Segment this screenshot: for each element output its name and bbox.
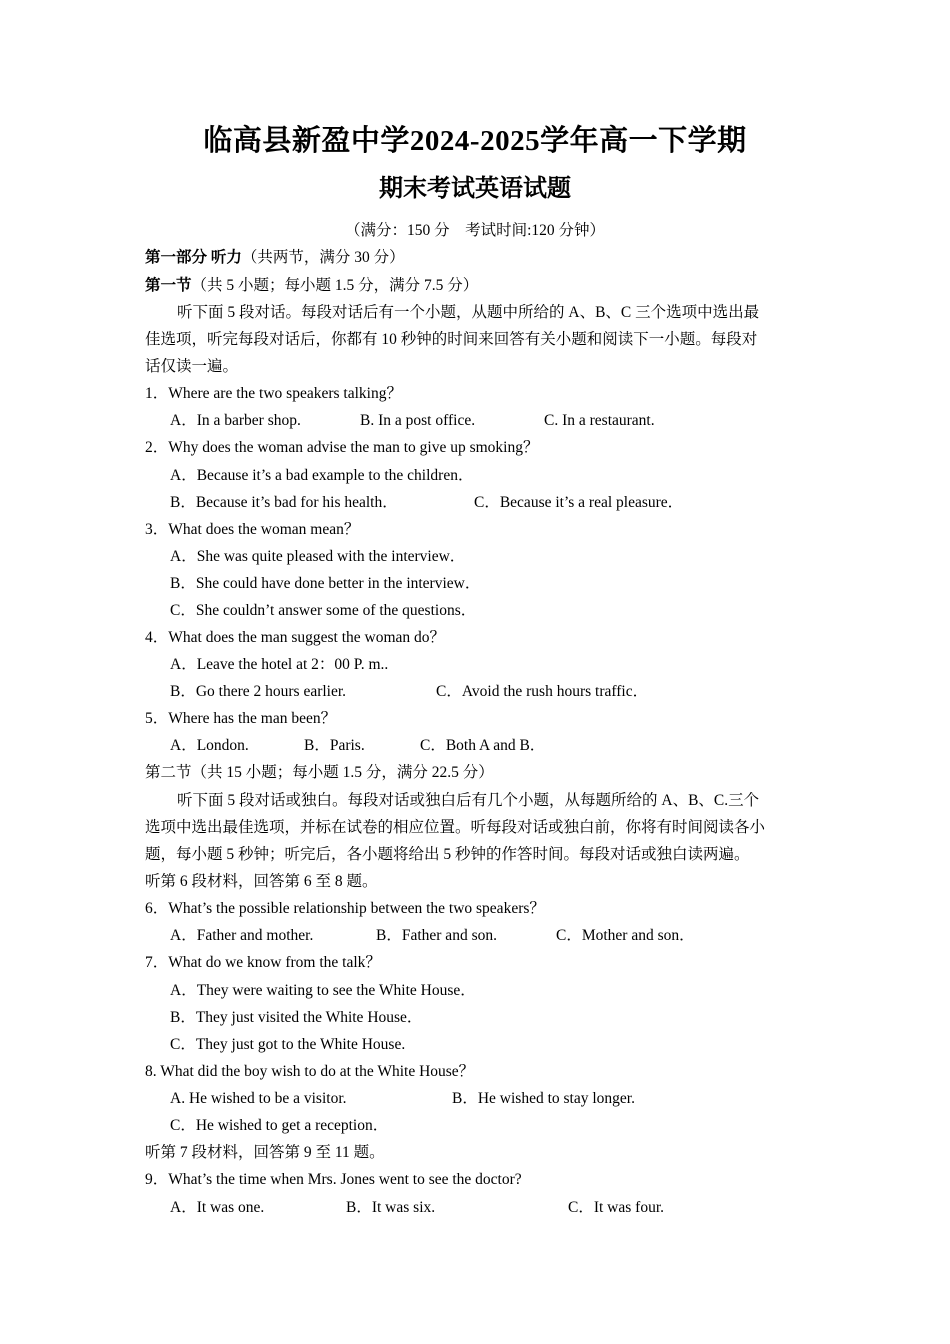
- material-6-heading: 听第 6 段材料，回答第 6 至 8 题。: [145, 873, 378, 890]
- q5-option-a: A．London.: [170, 737, 249, 754]
- question-7: 7．What do we know from the talk？: [145, 954, 381, 971]
- q7-option-b: B．They just visited the White House．: [170, 1009, 423, 1026]
- section2-instruction-line: 选项中选出最佳选项，并标在试卷的相应位置。听每段对话或独白前，你将有时间阅读各小: [145, 819, 766, 836]
- q3-option-a: A．She was quite pleased with the interview．: [170, 548, 466, 565]
- part1-heading: [145, 248, 815, 268]
- q3-option-b: B．She could have done better in the interview．: [170, 575, 481, 592]
- q9-option-b: B．It was six.: [346, 1199, 436, 1216]
- q8-option-b: B．He wished to stay longer.: [452, 1090, 635, 1107]
- q1-option-c: C. In a restaurant.: [544, 412, 655, 429]
- question-6: 6．What’s the possible relationship between the two speakers？: [145, 900, 545, 917]
- q2-option-a: A．Because it’s a bad example to the children．: [170, 467, 474, 484]
- question-9: 9．What’s the time when Mrs. Jones went to see the doctor?: [145, 1171, 522, 1188]
- section2-instruction-line: 题，每小题 5 秒钟；听完后，各小题将给出 5 秒钟的作答时间。每段对话或独白读两遍。: [145, 846, 750, 863]
- section2-instruction-line: 听下面 5 段对话或独白。每段对话或独白后有几个小题，从每题所给的 A、B、C.三个: [177, 792, 760, 809]
- q4-option-a: A．Leave the hotel at 2：00 P. m..: [170, 656, 389, 673]
- q6-option-b: B．Father and son.: [376, 927, 497, 944]
- section1-label: 第一节: [145, 277, 192, 294]
- q5-option-b: B．Paris.: [304, 737, 365, 754]
- q9-option-a: A．It was one.: [170, 1199, 265, 1216]
- q2-option-b: B．Because it’s bad for his health．: [170, 494, 398, 511]
- q6-option-c: C．Mother and son．: [556, 927, 695, 944]
- section2-heading: 第二节（共 15 小题；每小题 1.5 分，满分 22.5 分）: [145, 764, 494, 781]
- q1-option-b: B. In a post office.: [360, 412, 476, 429]
- q7-option-c: C．They just got to the White House.: [170, 1036, 406, 1053]
- section1-note: （共 5 小题；每小题 1.5 分，满分 7.5 分）: [191, 277, 479, 294]
- question-2: 2．Why does the woman advise the man to give up smoking？: [145, 439, 539, 456]
- q8-option-c: C．He wished to get a reception．: [170, 1117, 389, 1134]
- q2-option-c: C．Because it’s a real pleasure．: [474, 494, 684, 511]
- q4-option-c: C．Avoid the rush hours traffic．: [436, 683, 649, 700]
- q5-option-c: C．Both A and B．: [420, 737, 546, 754]
- q7-option-a: A．They were waiting to see the White House．: [170, 982, 476, 999]
- material-7-heading: 听第 7 段材料，回答第 9 至 11 题。: [145, 1144, 385, 1161]
- q9-option-c: C．It was four.: [568, 1199, 665, 1216]
- q1-option-a: A．In a barber shop.: [170, 412, 301, 429]
- q4-option-b: B．Go there 2 hours earlier.: [170, 683, 347, 700]
- question-3: 3．What does the woman mean？: [145, 521, 360, 538]
- q3-option-c: C．She couldn’t answer some of the questions．: [170, 602, 477, 619]
- question-5: 5．Where has the man been？: [145, 710, 337, 727]
- section1-instruction-line: 听下面 5 段对话。每段对话后有一个小题，从题中所给的 A、B、C 三个选项中选出最: [177, 304, 760, 321]
- section1-instruction-line: 话仅读一遍。: [145, 358, 239, 375]
- section1-heading: [145, 276, 815, 296]
- section1-instruction-line: 佳选项，听完每段对话后，你都有 10 秒钟的时间来回答有关小题和阅读下一小题。每段对: [145, 331, 758, 348]
- part1-label: 第一部分 听力: [145, 249, 242, 266]
- q6-option-a: A．Father and mother.: [170, 927, 314, 944]
- q8-option-a: A. He wished to be a visitor.: [170, 1090, 347, 1107]
- exam-title: 临高县新盈中学2024-2025学年高一下学期: [203, 125, 747, 157]
- exam-info: （满分：150 分 考试时间:120 分钟）: [344, 222, 606, 239]
- question-1: 1．Where are the two speakers talking？: [145, 385, 402, 402]
- exam-subtitle: 期末考试英语试题: [379, 176, 571, 202]
- part1-note: （共两节，满分 30 分）: [241, 249, 405, 266]
- question-8: 8. What did the boy wish to do at the White House？: [145, 1063, 475, 1080]
- question-4: 4．What does the man suggest the woman do？: [145, 629, 446, 646]
